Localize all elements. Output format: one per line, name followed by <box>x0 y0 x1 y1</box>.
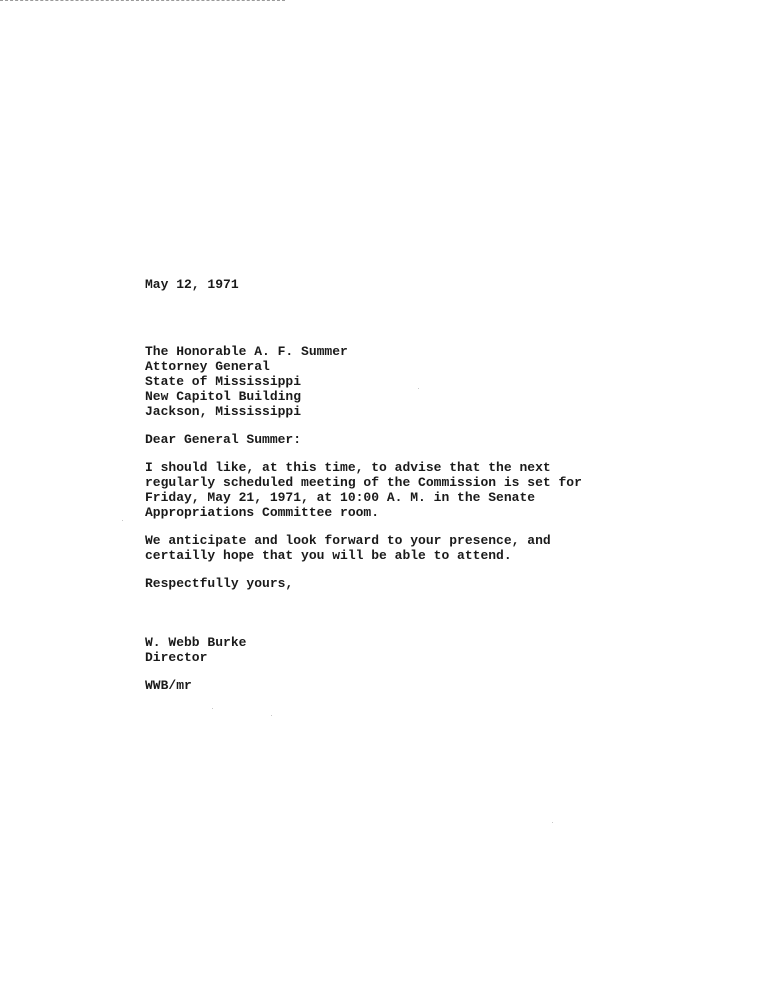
recipient-line: State of Mississippi <box>145 374 302 389</box>
salutation: Dear General Summer: <box>145 432 302 447</box>
paragraph-meeting-notice <box>145 460 585 520</box>
recipient-line: Attorney General <box>145 359 270 374</box>
letter-date: May 12, 1971 <box>145 277 239 292</box>
letter-body <box>145 277 585 693</box>
scan-speck <box>212 708 213 709</box>
paragraph-line: I should like, at this time, to advise that the next <box>145 460 551 475</box>
signer-name: W. Webb Burke <box>145 635 247 650</box>
recipient-address <box>145 344 585 419</box>
signer-title: Director <box>145 650 208 665</box>
paragraph-line: We anticipate and look forward to your presence, and <box>145 533 551 548</box>
paragraph-line: Appropriations Committee room. <box>145 505 380 520</box>
paragraph-attendance <box>145 533 585 563</box>
recipient-line: Jackson, Mississippi <box>145 404 302 419</box>
reference-initials: WWB/mr <box>145 678 192 693</box>
complimentary-closing: Respectfully yours, <box>145 576 294 591</box>
paragraph-line: regularly scheduled meeting of the Commission is set for <box>145 475 582 490</box>
recipient-line: New Capitol Building <box>145 389 302 404</box>
scan-speck <box>552 822 553 823</box>
paragraph-line: certailly hope that you will be able to attend. <box>145 548 512 563</box>
paragraph-line: Friday, May 21, 1971, at 10:00 A. M. in the Senate <box>145 490 536 505</box>
scan-speck <box>418 388 419 389</box>
recipient-line: The Honorable A. F. Summer <box>145 344 348 359</box>
signature-block <box>145 635 585 665</box>
scan-speck <box>122 520 123 521</box>
scan-speck <box>271 715 272 716</box>
top-dashed-edge <box>0 0 285 1</box>
